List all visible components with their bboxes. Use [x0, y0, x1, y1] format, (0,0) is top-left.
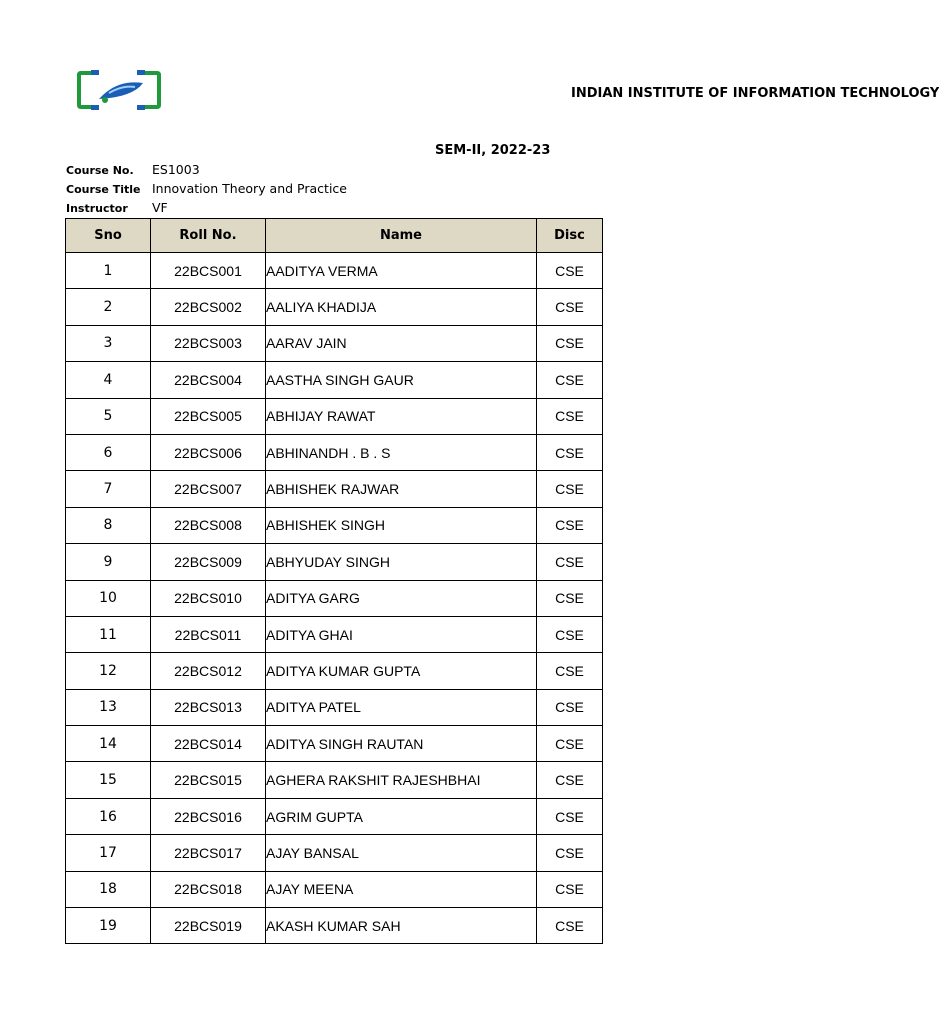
roll-no-cell: 22BCS013	[151, 689, 266, 725]
instructor-label: Instructor	[66, 202, 128, 215]
course-title-row	[66, 181, 347, 196]
table-row	[66, 871, 603, 907]
instructor-value: VF	[152, 200, 168, 215]
sno-cell: 3	[66, 325, 151, 361]
roll-no-cell: 22BCS011	[151, 616, 266, 652]
course-no-label: Course No.	[66, 164, 134, 177]
roll-no-cell: 22BCS012	[151, 653, 266, 689]
student-roster-table	[65, 218, 603, 944]
sno-cell: 18	[66, 871, 151, 907]
roll-no-cell: 22BCS005	[151, 398, 266, 434]
roll-no-cell: 22BCS003	[151, 325, 266, 361]
column-header-disc: Disc	[537, 219, 603, 253]
sno-cell: 14	[66, 726, 151, 762]
roll-no-cell: 22BCS019	[151, 908, 266, 944]
name-cell: AADITYA VERMA	[266, 253, 537, 289]
table-row	[66, 362, 603, 398]
table-row	[66, 689, 603, 725]
disc-cell: CSE	[537, 871, 603, 907]
disc-cell: CSE	[537, 726, 603, 762]
sno-cell: 1	[66, 253, 151, 289]
disc-cell: CSE	[537, 398, 603, 434]
name-cell: ABHISHEK RAJWAR	[266, 471, 537, 507]
table-row	[66, 616, 603, 652]
disc-cell: CSE	[537, 580, 603, 616]
roll-no-cell: 22BCS002	[151, 289, 266, 325]
name-cell: AGHERA RAKSHIT RAJESHBHAI	[266, 762, 537, 798]
sno-cell: 9	[66, 544, 151, 580]
sno-cell: 8	[66, 507, 151, 543]
disc-cell: CSE	[537, 289, 603, 325]
table-row	[66, 798, 603, 834]
course-title-value: Innovation Theory and Practice	[152, 181, 347, 196]
sno-cell: 10	[66, 580, 151, 616]
column-header-sno: Sno	[66, 219, 151, 253]
sno-cell: 4	[66, 362, 151, 398]
disc-cell: CSE	[537, 616, 603, 652]
name-cell: AASTHA SINGH GAUR	[266, 362, 537, 398]
disc-cell: CSE	[537, 835, 603, 871]
sno-cell: 11	[66, 616, 151, 652]
sno-cell: 7	[66, 471, 151, 507]
table-row	[66, 289, 603, 325]
sno-cell: 19	[66, 908, 151, 944]
course-title-label: Course Title	[66, 183, 141, 196]
sno-cell: 12	[66, 653, 151, 689]
name-cell: ADITYA SINGH RAUTAN	[266, 726, 537, 762]
table-row	[66, 580, 603, 616]
name-cell: ADITYA GHAI	[266, 616, 537, 652]
table-row	[66, 762, 603, 798]
sno-cell: 5	[66, 398, 151, 434]
table-body	[66, 253, 603, 944]
course-no-value: ES1003	[152, 162, 200, 177]
roll-no-cell: 22BCS004	[151, 362, 266, 398]
disc-cell: CSE	[537, 653, 603, 689]
semester-label: SEM-II, 2022-23	[435, 143, 551, 158]
roll-no-cell: 22BCS010	[151, 580, 266, 616]
name-cell: ABHIJAY RAWAT	[266, 398, 537, 434]
disc-cell: CSE	[537, 798, 603, 834]
sno-cell: 15	[66, 762, 151, 798]
disc-cell: CSE	[537, 325, 603, 361]
table-row	[66, 544, 603, 580]
disc-cell: CSE	[537, 253, 603, 289]
table-row	[66, 398, 603, 434]
roll-no-cell: 22BCS018	[151, 871, 266, 907]
name-cell: AALIYA KHADIJA	[266, 289, 537, 325]
roll-no-cell: 22BCS016	[151, 798, 266, 834]
name-cell: ADITYA KUMAR GUPTA	[266, 653, 537, 689]
roll-no-cell: 22BCS007	[151, 471, 266, 507]
name-cell: AARAV JAIN	[266, 325, 537, 361]
roll-no-cell: 22BCS017	[151, 835, 266, 871]
sno-cell: 13	[66, 689, 151, 725]
table-row	[66, 434, 603, 470]
name-cell: AGRIM GUPTA	[266, 798, 537, 834]
sno-cell: 16	[66, 798, 151, 834]
roll-no-cell: 22BCS014	[151, 726, 266, 762]
name-cell: ABHYUDAY SINGH	[266, 544, 537, 580]
name-cell: AJAY MEENA	[266, 871, 537, 907]
disc-cell: CSE	[537, 762, 603, 798]
disc-cell: CSE	[537, 471, 603, 507]
name-cell: ADITYA PATEL	[266, 689, 537, 725]
table-row	[66, 325, 603, 361]
table-row	[66, 726, 603, 762]
disc-cell: CSE	[537, 908, 603, 944]
column-header-roll-no: Roll No.	[151, 219, 266, 253]
name-cell: ADITYA GARG	[266, 580, 537, 616]
sno-cell: 2	[66, 289, 151, 325]
roll-no-cell: 22BCS015	[151, 762, 266, 798]
roll-no-cell: 22BCS001	[151, 253, 266, 289]
table-row	[66, 653, 603, 689]
disc-cell: CSE	[537, 544, 603, 580]
sno-cell: 17	[66, 835, 151, 871]
table-row	[66, 471, 603, 507]
name-cell: AJAY BANSAL	[266, 835, 537, 871]
table-row	[66, 253, 603, 289]
institute-logo	[77, 69, 163, 113]
name-cell: ABHISHEK SINGH	[266, 507, 537, 543]
roll-no-cell: 22BCS008	[151, 507, 266, 543]
disc-cell: CSE	[537, 362, 603, 398]
name-cell: AKASH KUMAR SAH	[266, 908, 537, 944]
table-row	[66, 835, 603, 871]
table-row	[66, 908, 603, 944]
table-header-row	[66, 219, 603, 253]
roll-no-cell: 22BCS009	[151, 544, 266, 580]
disc-cell: CSE	[537, 434, 603, 470]
name-cell: ABHINANDH . B . S	[266, 434, 537, 470]
table-row	[66, 507, 603, 543]
sno-cell: 6	[66, 434, 151, 470]
roll-no-cell: 22BCS006	[151, 434, 266, 470]
disc-cell: CSE	[537, 689, 603, 725]
disc-cell: CSE	[537, 507, 603, 543]
course-no-row	[66, 162, 200, 177]
column-header-name: Name	[266, 219, 537, 253]
instructor-row	[66, 200, 168, 215]
institute-title: INDIAN INSTITUTE OF INFORMATION TECHNOLOGY	[571, 86, 939, 101]
